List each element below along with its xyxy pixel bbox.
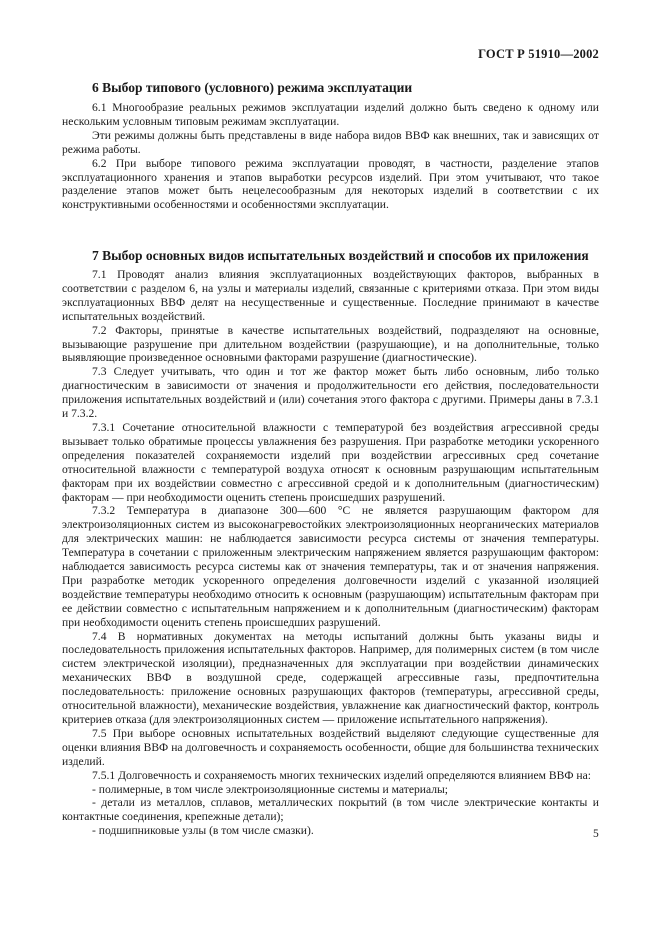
document-code: ГОСТ Р 51910—2002	[478, 47, 599, 61]
paragraph: 7.5.1 Долговечность и сохраняемость многих технических изделий определяются влиянием ВВФ на:	[92, 768, 591, 782]
paragraph: 7.4 В нормативных документах на методы испытаний должны быть указаны виды и последовательность приложения испытательных факторов. Например, для полимерных систем (в том числе систем электрической изоляции), предназначенных для эксплуатации при воздействии динамических механических ВВФ в воздушной среде, содержащей агрессивные газы, предпочтительна последовательность: приложение основных разрушающих факторов (температуры, агрессивной среды, относительной влажности), механические воздействия, увлажнение как диагностический фактор, контроль критериев отказа (для электроизоляционных систем — приложение испытательного напряжения).	[62, 629, 599, 726]
paragraph: 7.2 Факторы, принятые в качестве испытательных воздействий, подразделяют на основные, вызывающие разрушение при длительном воздействии (разрушающие), и на дополнительные, только выявляющие произведенное основными факторами разрушение (диагностические).	[62, 323, 599, 365]
section-7-heading: 7 Выбор основных видов испытательных воздействий и способов их приложения	[92, 248, 589, 263]
list-item: - полимерные, в том числе электроизоляционные системы и материалы;	[92, 782, 449, 796]
paragraph: 7.3 Следует учитывать, что один и тот же фактор может быть либо основным, либо только диагностическим в зависимости от значения и продолжительности его действия, последовательности приложения испытательных воздействий и (или) сочетания этого фактора с другими. Примеры даны в 7.3.1 и 7.3.2.	[62, 365, 599, 421]
paragraph: 7.3.1 Сочетание относительной влажности с температурой без воздействия агрессивной среды вызывает только обратимые процессы увлажнения без разрушения. При разработке методики ускоренного определения показателей сохраняемости изделий при воздействии агрессивных сред сочетание относительной влажности с температурой воздуха относят к основным разрушающим испытательным факторам при их воздействии совместно с агрессивной средой и к дополнительным (диагностическим) факторам — при необходимости оценить степень происшедших разрушений.	[62, 420, 599, 504]
paragraph: Эти режимы должны быть представлены в виде набора видов ВВФ как внешних, так и зависящих от режима работы.	[62, 128, 599, 156]
paragraph: 7.5 При выборе основных испытательных воздействий выделяют следующие существенные для оценки влияния ВВФ на долговечность и сохраняемость особенности, общие для большинства технических изделий.	[62, 726, 599, 768]
section-7-body	[62, 268, 599, 838]
list-item: - подшипниковые узлы (в том числе смазки).	[92, 824, 314, 838]
section-6-body	[62, 101, 599, 212]
paragraph: 6.2 При выборе типового режима эксплуатации проводят, в частности, разделение этапов эксплуатационного хранения и этапов выработки ресурсов изделий. При этом учитывают, что такое разделение этапов может быть нецелесообразным для некоторых изделий в соответствии с их конструктивными особенностями и особенностями эксплуатации.	[62, 156, 599, 212]
paragraph: 7.3.2 Температура в диапазоне 300—600 °С не является разрушающим фактором для электроизоляционных систем из высоконагревостойких электроизоляционных неорганических материалов для электрических машин: не наблюдается зависимости ресурса системы от значения температуры. Температура в сочетании с приложенным электрическим напряжением является разрушающим фактором: наблюдается зависимость ресурса системы как от значения температуры, так и от значения напряжения. При разработке методик ускоренного определения долговечности изделий с указанной изоляцией воздействие температуры необходимо относить к основным (разрушающим) испытательным факторам при ее действии совместно с испытательным напряжением и к дополнительным (диагностическим) факторам при необходимости оценить степень происшедших разрушений.	[62, 504, 599, 629]
paragraph: 7.1 Проводят анализ влияния эксплуатационных воздействующих факторов, выбранных в соответствии с разделом 6, на узлы и материалы изделий, связанные с критериями отказа. При этом виды эксплуатационных ВВФ делят на несущественные и существенные. Последние принимают в качестве испытательных воздействий.	[62, 268, 599, 323]
section-6-heading: 6 Выбор типового (условного) режима эксплуатации	[92, 80, 413, 95]
paragraph: 6.1 Многообразие реальных режимов эксплуатации изделий должно быть сведено к одному или нескольким условным типовым режимам эксплуатации.	[62, 101, 599, 128]
page-number: 5	[593, 828, 599, 840]
list-item: - детали из металлов, сплавов, металлических покрытий (в том числе электрические контакты и контактные соединения, крепежные детали);	[62, 796, 599, 824]
